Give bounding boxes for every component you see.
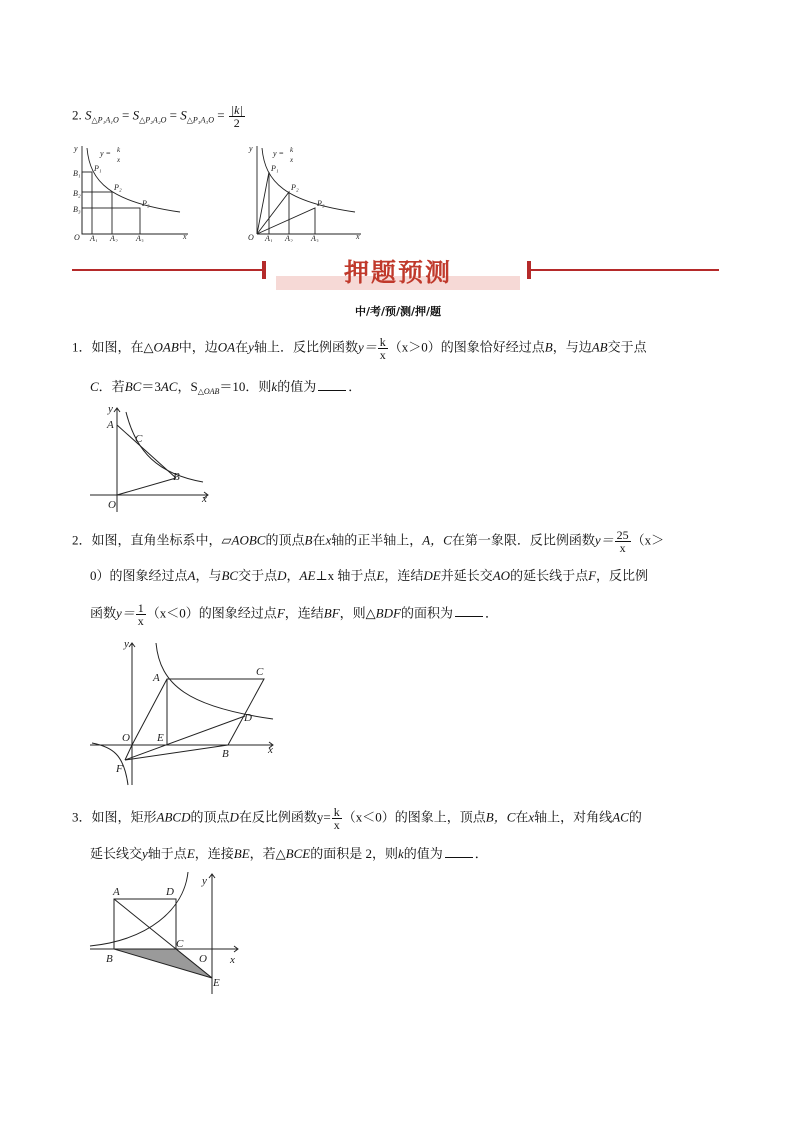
text: y — [248, 339, 254, 355]
text: 的值为 — [403, 846, 443, 861]
label: x — [268, 744, 273, 756]
text: A，C — [422, 532, 452, 548]
text: A — [187, 568, 196, 583]
text: x — [528, 809, 535, 825]
text: ⊥x 轴于点 — [315, 568, 377, 583]
q2-line2 — [90, 567, 648, 585]
text: OAB — [153, 339, 179, 355]
frac-num: k — [333, 805, 340, 819]
text: ．若 — [98, 379, 125, 394]
graph-rectangles — [70, 142, 195, 242]
label: y — [202, 875, 207, 887]
q1-line2 — [90, 378, 361, 401]
q2-line3 — [90, 602, 498, 627]
label: P₂ — [114, 183, 122, 192]
triangle-1 — [257, 172, 269, 234]
text: C — [90, 379, 99, 394]
label: A₃ — [136, 234, 144, 242]
text: 轴上．反比例函数 — [253, 339, 358, 355]
formula-sub2: △P₂A₂O — [139, 115, 167, 125]
text: 的延长线于点 — [510, 568, 589, 583]
banner-subtitle: 中/考/预/测/押/题 — [354, 305, 442, 318]
text: D — [277, 568, 287, 583]
q1-fraction — [378, 336, 388, 361]
frac-den: x — [333, 818, 340, 832]
label: P₁ — [94, 164, 102, 173]
text: AB — [591, 339, 608, 355]
label: y — [124, 638, 129, 650]
text: 轴于点 — [147, 846, 187, 861]
segment-ab — [117, 425, 176, 478]
formula-frac-num: |k| — [230, 103, 243, 117]
text: （x＞ — [631, 532, 665, 548]
label: B — [222, 748, 229, 760]
text: DE — [423, 568, 441, 583]
hyperbola-curve — [126, 412, 203, 482]
text: ，若△ — [249, 846, 286, 861]
text: ABCD — [156, 809, 191, 825]
text: OA — [217, 339, 236, 355]
text: 的面积是 2，则 — [310, 846, 398, 861]
formula-number: 2. — [72, 107, 82, 123]
curve-label: y = — [273, 149, 284, 158]
text: ，连结 — [284, 605, 324, 621]
text: B，C — [485, 809, 516, 825]
label: P₃ — [142, 199, 150, 208]
label: D — [166, 886, 174, 898]
label: P₁ — [271, 164, 279, 173]
label: x — [356, 232, 360, 241]
text: AC — [612, 809, 629, 825]
label: O — [74, 233, 80, 242]
text: 交于点 — [238, 568, 278, 583]
q3-figure — [88, 870, 248, 1000]
label: F — [116, 763, 123, 775]
triangle-2 — [257, 192, 289, 234]
text: x — [325, 532, 332, 548]
formula-sub1: △P₁A₁O — [91, 115, 119, 125]
text: ，连结 — [384, 568, 424, 583]
text: ． — [484, 605, 498, 621]
label: C — [135, 433, 143, 445]
formula-eq2: = — [169, 107, 177, 123]
q2-figure — [88, 635, 283, 790]
text: 在反比例函数 — [238, 809, 317, 825]
text: 轴的正半轴上， — [331, 532, 423, 548]
frac-num: k — [379, 335, 386, 349]
label: y — [74, 144, 78, 153]
hyperbola-pos — [156, 643, 273, 719]
q2-fraction-2 — [136, 602, 146, 627]
text: 0）的图象经过点 — [90, 568, 188, 583]
text: 3．如图，矩形 — [72, 809, 157, 825]
segment-ob — [117, 478, 176, 495]
text: B — [544, 339, 553, 355]
label: O — [108, 499, 116, 511]
text: 的值为 — [277, 379, 317, 394]
text: y＝ — [594, 532, 614, 548]
label: x — [202, 493, 207, 505]
formula-s1: S — [85, 107, 92, 123]
text: 延长线交 — [90, 846, 143, 861]
text: ，S — [177, 379, 198, 394]
text: （x＞0）的图象恰好经过点 — [388, 339, 545, 355]
q3-fraction — [332, 806, 342, 831]
q1-figure — [88, 402, 218, 514]
label: B₂ — [73, 189, 81, 198]
text: BC — [124, 379, 142, 394]
label: D — [244, 712, 252, 724]
text: BF — [323, 605, 340, 621]
text: ，连接 — [194, 846, 234, 861]
text: ． — [474, 846, 488, 861]
text: AO — [492, 568, 511, 583]
text: ，则△ — [339, 605, 376, 621]
formula-eq3: = — [217, 107, 225, 123]
formula-s3: S — [180, 107, 187, 123]
formula-line — [72, 104, 246, 129]
frac-num: 25 — [616, 528, 629, 542]
text: BE — [233, 846, 250, 861]
text: 2．如图，直角坐标系中，▱ — [72, 532, 232, 548]
text: ，反比例 — [596, 568, 649, 583]
hyperbola-curve — [90, 872, 188, 946]
label: O — [199, 953, 207, 965]
label: B — [106, 953, 113, 965]
banner-title: 押题预测 — [343, 258, 452, 287]
label: B₁ — [73, 169, 81, 178]
q2-fraction — [615, 529, 631, 554]
frac-den: x — [619, 541, 626, 555]
text: ， — [286, 568, 300, 583]
text: 的面积为 — [400, 605, 453, 621]
frac-den: x — [137, 614, 144, 628]
text: F — [588, 568, 597, 583]
text: 在第一象限．反比例函数 — [451, 532, 595, 548]
graph-triangles — [243, 142, 368, 242]
label: P₃ — [317, 199, 325, 208]
label: A₁ — [265, 234, 273, 242]
answer-blank[interactable] — [455, 604, 483, 617]
label: A₁ — [90, 234, 98, 242]
text: k — [271, 379, 278, 394]
text: 1．如图，在△ — [72, 339, 154, 355]
curve-label-k: k — [290, 146, 294, 154]
text: ＝10．则 — [219, 379, 272, 394]
text: y — [142, 846, 148, 861]
formula-sub3: △P₃A₃O — [186, 115, 214, 125]
rect-1 — [82, 172, 92, 234]
text: 轴上，对角线 — [534, 809, 613, 825]
q3-line1 — [72, 806, 642, 831]
text: 的顶点 — [265, 532, 305, 548]
text: 的顶点 — [190, 809, 230, 825]
frac-den: x — [379, 348, 386, 362]
text: BCE — [285, 846, 311, 861]
curve-label-x: x — [117, 156, 121, 164]
triangle-3 — [257, 208, 315, 234]
text: 的 — [628, 809, 642, 825]
formula-fraction — [229, 104, 245, 129]
text: E — [376, 568, 385, 583]
curve-label-x: x — [290, 156, 294, 164]
label: A — [113, 886, 120, 898]
text: F — [276, 605, 285, 621]
label: A — [107, 419, 114, 431]
banner-line-left — [72, 269, 262, 271]
text: AOBC — [231, 532, 266, 548]
text: 并延长交 — [440, 568, 493, 583]
text: ＝3 — [141, 379, 161, 394]
rect-3 — [82, 208, 140, 234]
formula-s2: S — [132, 107, 140, 123]
answer-blank[interactable] — [445, 845, 473, 858]
text: （x＜0）的图象经过点 — [146, 605, 277, 621]
label: x — [183, 232, 187, 241]
text: y＝ — [116, 605, 135, 621]
answer-blank[interactable] — [318, 378, 346, 391]
curve-label: y = — [100, 149, 111, 158]
text: 交于点 — [607, 339, 647, 355]
label: C — [176, 938, 184, 950]
text: E — [186, 846, 195, 861]
label: B — [173, 471, 180, 483]
banner-line-right — [531, 269, 719, 271]
formula-eq1: = — [122, 107, 130, 123]
text: △OAB — [197, 387, 220, 396]
text: 函数 — [90, 605, 117, 621]
text: y＝ — [357, 339, 377, 355]
label: B₃ — [73, 205, 81, 214]
segment-fb — [125, 745, 228, 760]
label: O — [122, 732, 130, 744]
label: P₂ — [291, 183, 299, 192]
text: AE — [299, 568, 316, 583]
text: ． — [348, 379, 362, 394]
q1-line1 — [72, 336, 647, 361]
text: B — [304, 532, 313, 548]
label: y — [108, 403, 113, 415]
text: BDF — [375, 605, 401, 621]
q2-line1 — [72, 529, 664, 554]
text: ，与 — [195, 568, 222, 583]
text: k — [398, 846, 404, 861]
text: D — [229, 809, 239, 825]
text: y= — [316, 809, 331, 825]
text: BC — [221, 568, 239, 583]
label: O — [248, 233, 254, 242]
label: E — [213, 977, 220, 989]
text: 在 — [312, 532, 326, 548]
text: （x＜0）的图象上，顶点 — [342, 809, 486, 825]
label: A₂ — [285, 234, 293, 242]
label: y — [249, 144, 253, 153]
label: E — [157, 732, 164, 744]
formula-frac-den: 2 — [233, 116, 240, 130]
text: 在 — [235, 339, 249, 355]
curve-label-k: k — [117, 146, 121, 154]
label: A₂ — [110, 234, 118, 242]
label: x — [230, 954, 235, 966]
text: 中，边 — [178, 339, 218, 355]
text: ，与边 — [552, 339, 592, 355]
shaded-triangle-bce — [114, 949, 212, 978]
q3-line2 — [90, 845, 488, 863]
label: C — [256, 666, 264, 678]
banner-cap-left — [262, 261, 266, 279]
rect-2 — [82, 192, 112, 234]
text: AC — [160, 379, 178, 394]
label: A — [153, 672, 160, 684]
frac-num: 1 — [137, 601, 144, 615]
text: 在 — [515, 809, 529, 825]
label: A₃ — [311, 234, 319, 242]
